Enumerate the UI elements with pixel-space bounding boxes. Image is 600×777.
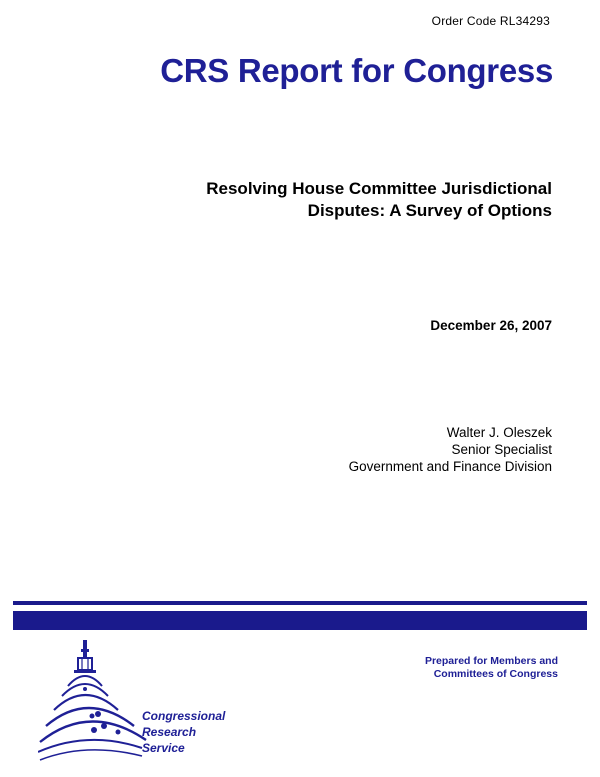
order-code: Order Code RL34293 [431,14,550,28]
author-position: Senior Specialist [451,442,552,457]
author-division: Government and Finance Division [348,459,552,474]
prepared-line-1: Prepared for Members and [424,655,558,667]
document-title [122,178,552,222]
prepared-line-2: Committees of Congress [433,668,558,680]
document-title-line-2: Disputes: A Survey of Options [307,201,552,220]
logo-text-line-3: Service [142,741,185,755]
capitol-dome-logo-icon [38,636,148,766]
document-title-line-1: Resolving House Committee Jurisdictional [206,179,552,198]
logo-text-line-2: Research [142,725,197,739]
logo-text-line-1: Congressional [142,709,226,723]
divider-thick [13,611,587,630]
prepared-for-note [358,655,558,681]
author-block [252,424,552,475]
crs-logo-text [142,708,225,756]
report-date: December 26, 2007 [430,318,552,333]
author-name: Walter J. Oleszek [446,425,552,440]
report-title: CRS Report for Congress [160,52,553,89]
divider-thin [13,601,587,605]
